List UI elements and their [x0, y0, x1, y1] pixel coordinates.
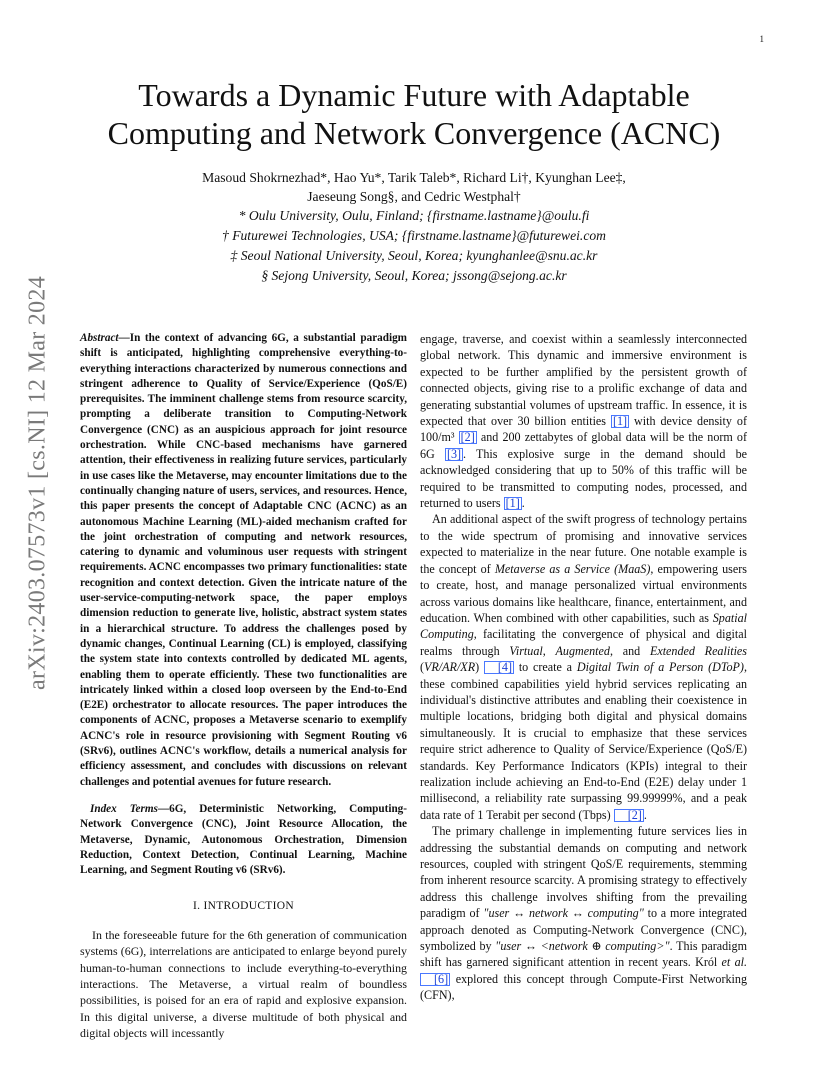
citation-link[interactable]: [1] — [612, 414, 628, 429]
italic-term: Virtual — [509, 643, 543, 658]
text-run: , these combined capabilities yield hybrid services replicating an individual's distinctive attributes and enabling their coexistence in multiple locations, bridging both digital and physical domains simultaneously. It is crucial to emphasize that these services require strict adherence to Quality of Service/Experience (QoS/E) standards. Key Performance Indicators (KPIs) integral to their realization include achieving an End-to-End (E2E) delay under 1 millisecond, a reliability rate surpassing 99.99999%, and a peak data rate of 1 Terabit per second (Tbps) — [420, 660, 747, 822]
text-run: . — [643, 807, 647, 822]
left-column — [80, 331, 407, 1042]
text-run: and 200 zettabytes of global data will be the norm of 6G — [420, 430, 748, 461]
affiliation-sejong: § Sejong University, Seoul, Korea; jssong@sejong.ac.kr — [261, 268, 567, 283]
authors-line-2: Jaeseung Song§, and Cedric Westphal† — [307, 189, 521, 204]
title-line-1: Towards a Dynamic Future with Adaptable — [138, 77, 690, 113]
italic-term: Metaverse as a Service (MaaS) — [494, 561, 651, 576]
italic-term: "user ↔ <network ⊕ computing>" — [495, 939, 670, 954]
index-terms — [80, 802, 407, 878]
citation-link[interactable]: [1] — [505, 496, 520, 511]
right-column — [420, 331, 747, 1004]
index-terms-label: Index Terms — [90, 802, 158, 815]
italic-term: Augmented — [555, 643, 610, 658]
italic-term: Extended Realities — [649, 643, 747, 658]
abstract-text: —In the context of advancing 6G, a substantial paradigm shift is anticipated, highlighting comprehensive everything-to-everything interactions characterized by numerous connections and stringent adherence to Quality of Service/Experience (QoS/E) prerequisites. The imminent challenge stems from resource scarcity, prompting a deliberate transition to Computing-Network Convergence (CNC) as an auspicious approach for joint resource orchestration. While CNC-based mechanisms have garnered attention, their effectiveness in realizing future services, particularly in use cases like the Metaverse, may encounter limitations due to the continually changing nature of users, services, and resources. Hence, this paper presents the concept of Adaptable CNC (ACNC) as an autonomous Machine Learning (ML)-aided mechanism crafted for the joint orchestration of computing and network resources, catering to dynamic and voluminous user requests with stringent requirements. ACNC encompasses two primary functionalities: state recognition and context detection. Given the intricate nature of the user-service-computing-network space, the paper employs dimension reduction to generate live, holistic, abstract system states in a hierarchical structure. To address the challenges posed by dynamic changes, Continual Learning (CL) is employed, classifying the system state into contexts controlled by dedicated ML agents, enabling them to operate efficiently. These two functionalities are intricately linked within a closed loop overseen by the End-to-End (E2E) orchestrator to allocate resources. The paper introduces the components of ACNC, proposes a Metaverse scenario to exemplify ACNC's role in resource provisioning with Segment Routing v6 (SRv6), outlines ACNC's workflow, details a numerical analysis for efficiency assessment, and concludes with discussions on relevant challenges and potential avenues for future research. — [80, 332, 407, 788]
arxiv-stamp — [10, 276, 66, 690]
text-run: explored this concept through Compute-First Networking (CFN), — [420, 971, 747, 1003]
section-heading-introduction: I. INTRODUCTION — [193, 900, 294, 913]
italic-term: Spatial Computing — [420, 610, 747, 642]
arxiv-stamp-text: arXiv:2403.07573v1 [cs.NI] 12 Mar 2024 — [24, 276, 51, 690]
italic-term: "user ↔ network ↔ computing" — [483, 906, 644, 921]
text-run: , — [542, 643, 556, 658]
citation-link[interactable]: [2] — [460, 430, 475, 445]
italic-term: VR/AR/XR — [424, 660, 476, 675]
page-number: 1 — [759, 34, 764, 44]
citation-link[interactable]: [6] — [420, 973, 450, 986]
paper-title — [80, 76, 748, 152]
text-run: ( — [420, 660, 425, 675]
text-run: to create a — [514, 660, 577, 675]
affiliation-oulu: * Oulu University, Oulu, Finland; {firstname.lastname}@oulu.fi — [238, 208, 590, 223]
title-line-2: Computing and Network Convergence (ACNC) — [107, 115, 721, 151]
text-run: An additional aspect of the swift progress of technology pertains to the wide spectrum of promising and innovative services expected to materialize in the near future. One notable example is the concept of — [420, 512, 747, 576]
text-run: , and — [609, 643, 650, 658]
italic-term: Digital Twin of a Person (DToP) — [576, 660, 744, 675]
intro-paragraph-1: In the foreseeable future for the 6th generation of communication systems (6G), interrelations are anticipated to enlarge beyond purely human-to-human connections to include everything-to-everything interactions. The Metaverse, a virtual realm of boundless possibilities, is poised for an era of rapid and explosive expansion. In this digital universe, a diverse multitude of both physical and digital objects will incessantly — [80, 927, 407, 1041]
text-run: , facilitating the convergence of physical and digital realms through — [420, 627, 747, 658]
authors-line-1: Masoud Shokrnezhad*, Hao Yu*, Tarik Taleb*, Richard Li†, Kyunghan Lee‡, — [202, 170, 626, 185]
right-paragraph-3 — [420, 823, 747, 1003]
text-run: . This paradigm shift has garnered significant attention in recent years. Król — [420, 939, 747, 970]
text-run: . — [521, 496, 525, 511]
italic-term: et al. — [721, 955, 747, 970]
right-paragraph-1 — [420, 331, 747, 511]
abstract — [80, 331, 407, 790]
citation-link[interactable]: [2] — [614, 809, 644, 822]
text-run: with device density of 100/m³ — [420, 414, 747, 445]
text-run: . This explosive surge in the demand should be acknowledged considering that up to 50% of this traffic will be required to be transmitted to computing nodes, processed, and returned to users — [420, 446, 747, 511]
citation-link[interactable]: [3] — [446, 446, 462, 461]
affiliation-snu: ‡ Seoul National University, Seoul, Korea; kyunghanlee@snu.ac.kr — [230, 248, 598, 263]
affiliation-futurewei: † Futurewei Technologies, USA; {firstname.lastname}@futurewei.com — [222, 228, 606, 243]
text-run: ) — [475, 660, 484, 675]
text-run: The primary challenge in implementing future services lies in addressing the substantial demands on computing and network resources, coupled with stringent QoS/E requirements, stemming from inherent resource scarcity. A promising strategy to effectively address this challenge involves shifting from the prevailing paradigm of — [420, 824, 747, 921]
text-run: to a more integrated approach denoted as Computing-Network Convergence (CNC), symbolized by — [420, 906, 747, 954]
index-terms-text: —6G, Deterministic Networking, Computing-Network Convergence (CNC), Joint Resource Allocation, the Metaverse, Dynamic, Autonomous Orchestration, Dimension Reduction, Context Detection, Continual Learning, Machine Learning, and Segment Routing v6 (SRv6). — [80, 802, 407, 877]
text-run: , empowering users to create, host, and manage personalized virtual environments across various domains like healthcare, finance, entertainment, and education. When combined with other capabilities, such as — [420, 561, 747, 625]
text-run: engage, traverse, and coexist within a seamlessly interconnected global network. This dynamic and immersive environment is expected to be further amplified by the persistent growth of connected objects, giving rise to a prolific exchange of data and generating substantial volumes of upstream traffic. In essence, it is expected that over 30 billion entities — [420, 332, 747, 429]
abstract-label: Abstract — [80, 332, 119, 344]
right-paragraph-2 — [420, 511, 747, 823]
citation-link[interactable]: [4] — [484, 661, 514, 674]
author-list — [100, 168, 728, 206]
